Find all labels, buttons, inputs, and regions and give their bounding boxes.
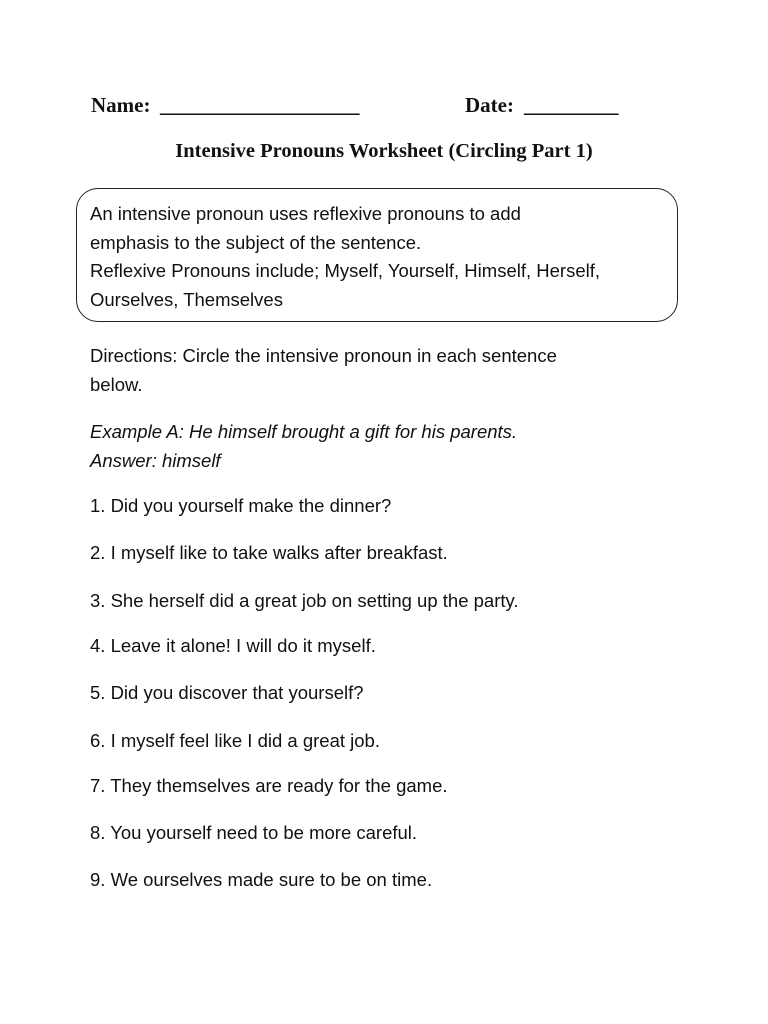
name-blank-line: ___________________: [160, 93, 360, 117]
sentence-9: 9. We ourselves made sure to be on time.: [90, 869, 433, 890]
definition-line: Ourselves, Themselves: [90, 288, 283, 310]
date-label: Date:: [465, 93, 514, 117]
sentence-2: 2. I myself like to take walks after breakfast.: [90, 542, 448, 563]
example-sentence: Example A: He himself brought a gift for his parents.: [90, 421, 518, 442]
sentence-3: 3. She herself did a great job on setting up the party.: [90, 590, 519, 611]
example-answer: Answer: himself: [90, 449, 221, 471]
directions: [90, 342, 690, 399]
sentence-8: 8. You yourself need to be more careful.: [90, 822, 418, 843]
directions-line: below.: [90, 373, 143, 395]
definition-line: Reflexive Pronouns include; Myself, Yourself, Himself, Herself,: [90, 260, 600, 281]
sentence-7: 7. They themselves are ready for the game.: [90, 775, 448, 796]
sentence-5: 5. Did you discover that yourself?: [90, 682, 364, 703]
name-label: Name:: [91, 93, 151, 117]
definition-text: [90, 200, 670, 314]
sentence-1: 1. Did you yourself make the dinner?: [90, 495, 392, 516]
sentence-4: 4. Leave it alone! I will do it myself.: [90, 635, 376, 656]
definition-line: An intensive pronoun uses reflexive pronouns to add: [90, 203, 521, 224]
worksheet-title: Intensive Pronouns Worksheet (Circling Part 1): [175, 140, 593, 162]
example-block: [90, 418, 690, 475]
directions-line: Directions: Circle the intensive pronoun in each sentence: [90, 345, 557, 366]
date-blank-line: _________: [524, 93, 619, 117]
definition-line: emphasis to the subject of the sentence.: [90, 231, 422, 253]
sentence-6: 6. I myself feel like I did a great job.: [90, 730, 380, 751]
